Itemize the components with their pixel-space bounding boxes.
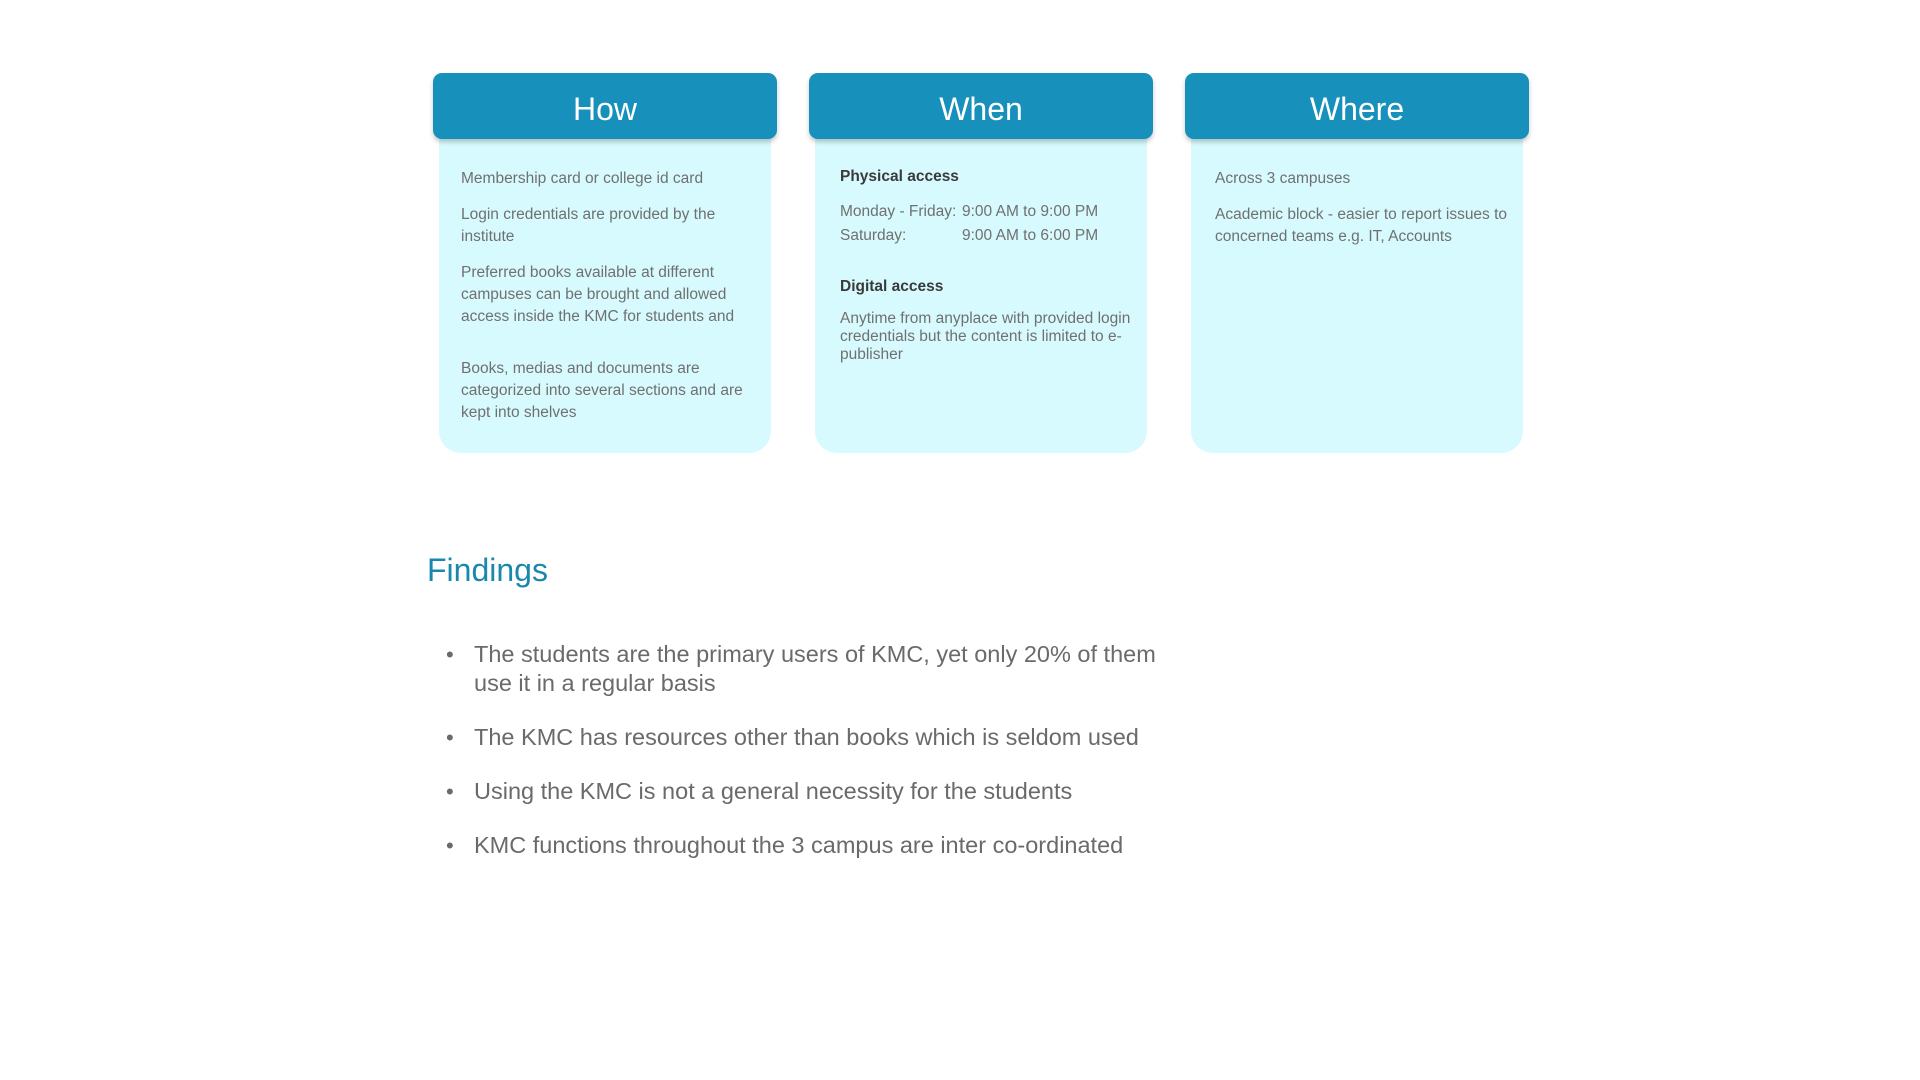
where-item-academic-block: Academic block - easier to report issues to concerned teams e.g. IT, Accounts — [1215, 206, 1508, 245]
physical-access-heading: Physical access — [840, 168, 959, 185]
when-card-content — [840, 166, 1141, 378]
findings-item-text: KMC functions throughout the 3 campus are inter co-ordinated — [474, 832, 1124, 858]
hours-time-saturday: 9:00 AM to 6:00 PM — [962, 227, 1099, 244]
hours-row-saturday — [840, 224, 1141, 248]
hours-day-saturday: Saturday: — [840, 227, 907, 244]
findings-item — [446, 640, 1186, 698]
how-card-header: How — [433, 73, 777, 139]
where-card-body — [1191, 113, 1523, 453]
how-item-preferred-books: Preferred books available at different campuses can be brought and allowed access inside the KMC for students and — [461, 264, 735, 325]
where-card-header: Where — [1185, 73, 1529, 139]
findings-item — [446, 777, 1186, 806]
where-card — [1185, 73, 1529, 453]
digital-access-heading: Digital access — [840, 278, 944, 295]
how-card — [433, 73, 777, 453]
when-card — [809, 73, 1153, 453]
hours-row-weekday — [840, 200, 1141, 224]
bullet-icon: • — [446, 642, 454, 667]
how-item-login: Login credentials are provided by the institute — [461, 206, 716, 245]
findings-list — [446, 640, 1186, 885]
findings-heading: Findings — [427, 552, 548, 588]
findings-item — [446, 831, 1186, 860]
hours-day-weekday: Monday - Friday: — [840, 203, 957, 220]
findings-item — [446, 723, 1186, 752]
findings-item-text: Using the KMC is not a general necessity for the students — [474, 778, 1073, 804]
how-item-categorized: Books, medias and documents are categorized into several sections and are kept into shelves — [461, 360, 743, 421]
where-card-content — [1215, 168, 1517, 262]
digital-access-text: Anytime from anyplace with provided login credentials but the content is limited to e-publisher — [840, 310, 1131, 363]
physical-hours — [840, 200, 1141, 248]
bullet-icon: • — [446, 725, 454, 750]
hours-time-weekday: 9:00 AM to 9:00 PM — [962, 203, 1099, 220]
how-card-content — [461, 168, 765, 438]
where-item-campuses: Across 3 campuses — [1215, 170, 1351, 187]
findings-item-text: The students are the primary users of KMC, yet only 20% of them use it in a regular basis — [474, 641, 1156, 696]
when-card-header: When — [809, 73, 1153, 139]
findings-item-text: The KMC has resources other than books which is seldom used — [474, 724, 1139, 750]
bullet-icon: • — [446, 833, 454, 858]
bullet-icon: • — [446, 779, 454, 804]
how-item-membership: Membership card or college id card — [461, 170, 704, 187]
